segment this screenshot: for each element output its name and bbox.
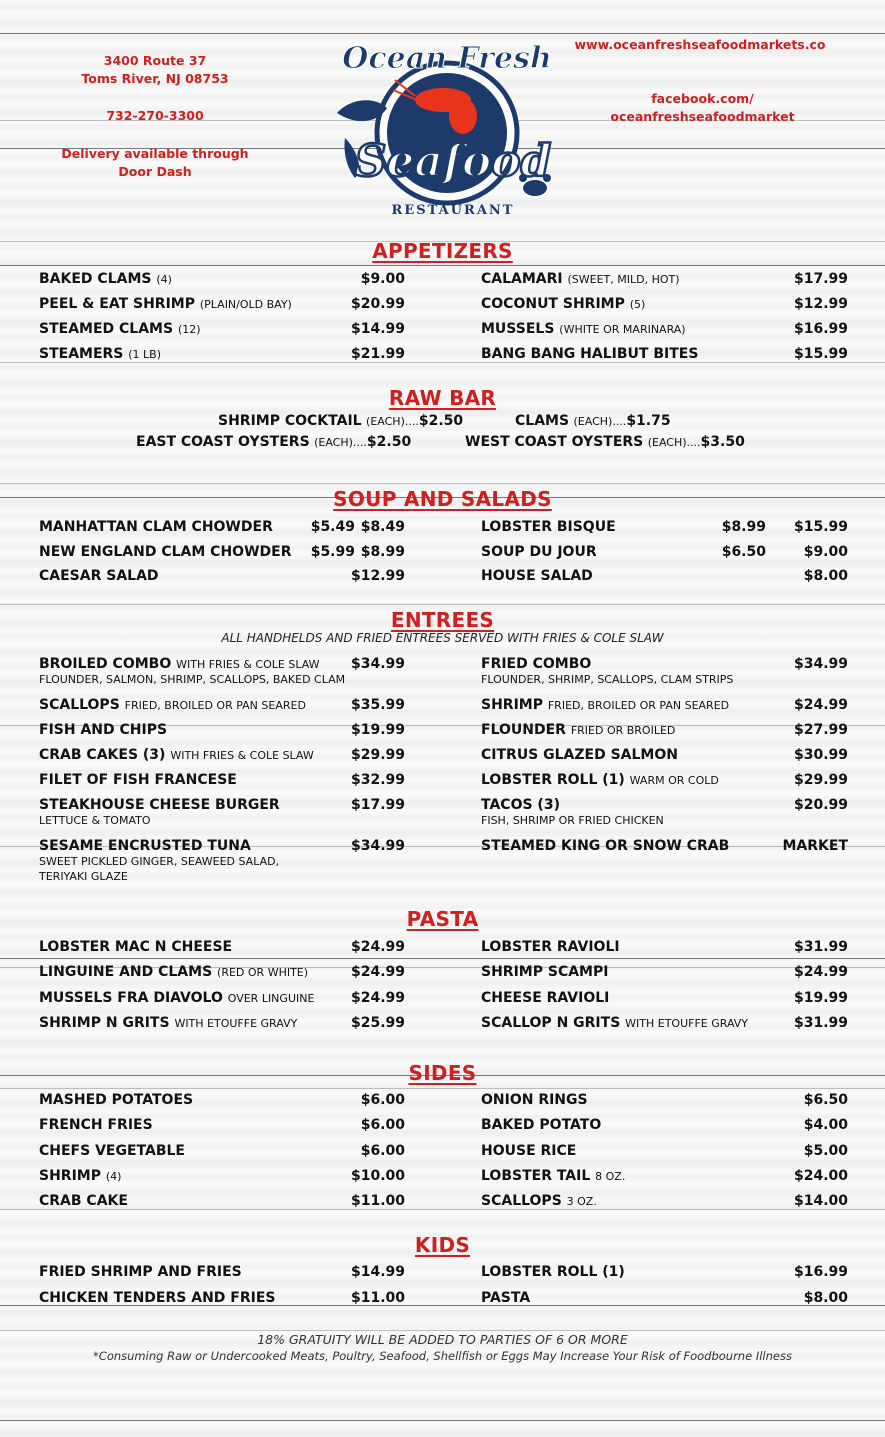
menu-item bbox=[481, 722, 848, 744]
item-name-text: PEEL & EAT SHRIMP bbox=[39, 296, 195, 312]
raw-item-note: (EACH).... bbox=[647, 436, 701, 449]
menu-item bbox=[481, 1143, 848, 1165]
item-price: $17.99 bbox=[350, 797, 405, 813]
item-name-text: CALAMARI bbox=[481, 271, 563, 287]
item-price: $24.99 bbox=[350, 964, 405, 980]
item-price: $31.99 bbox=[793, 939, 848, 955]
item-name bbox=[39, 1193, 128, 1209]
item-name-text: SHRIMP SCAMPI bbox=[481, 964, 609, 980]
menu-item bbox=[481, 1015, 848, 1037]
item-price: $27.99 bbox=[793, 722, 848, 738]
item-name-text: PASTA bbox=[481, 1290, 531, 1306]
item-description: FLOUNDER, SHRIMP, SCALLOPS, CLAM STRIPS bbox=[481, 673, 734, 686]
item-price: $29.99 bbox=[793, 772, 848, 788]
menu-item bbox=[39, 1092, 405, 1114]
item-name-text: NEW ENGLAND CLAM CHOWDER bbox=[39, 544, 292, 560]
menu-item bbox=[39, 1264, 405, 1286]
section-title-appetizers: APPETIZERS bbox=[372, 239, 513, 263]
item-price: $19.99 bbox=[350, 722, 405, 738]
delivery-line1: Delivery available through bbox=[61, 146, 249, 161]
raw-item-note: (EACH).... bbox=[314, 436, 367, 449]
menu-item bbox=[481, 964, 848, 986]
item-name bbox=[481, 990, 609, 1006]
item-name-text: STEAMED KING OR SNOW CRAB bbox=[481, 838, 730, 854]
item-name-text: SHRIMP bbox=[39, 1168, 101, 1184]
item-name-text: CRAB CAKES (3) bbox=[39, 747, 166, 763]
menu-item bbox=[481, 1264, 848, 1286]
item-name bbox=[39, 656, 320, 672]
item-name-text: SCALLOPS bbox=[481, 1193, 562, 1209]
item-price: $6.00 bbox=[360, 1143, 405, 1159]
item-price: $34.99 bbox=[350, 656, 405, 672]
menu-item bbox=[39, 271, 405, 293]
item-name bbox=[481, 1015, 748, 1031]
plank-line bbox=[0, 265, 885, 266]
item-note: (4) bbox=[105, 1170, 122, 1183]
item-name-text: FILET OF FISH FRANCESE bbox=[39, 772, 237, 788]
raw-item-name: WEST COAST OYSTERS bbox=[465, 434, 644, 450]
item-description: FISH, SHRIMP OR FRIED CHICKEN bbox=[481, 814, 664, 827]
item-name-text: LOBSTER RAVIOLI bbox=[481, 939, 620, 955]
item-name bbox=[39, 1168, 121, 1184]
gratuity-note: 18% GRATUITY WILL BE ADDED TO PARTIES OF 6 OR MORE bbox=[257, 1332, 628, 1347]
item-name-text: CITRUS GLAZED SALMON bbox=[481, 747, 678, 763]
item-price: $8.00 bbox=[803, 1290, 848, 1306]
item-price: $24.99 bbox=[350, 939, 405, 955]
menu-item bbox=[39, 939, 405, 961]
item-name bbox=[39, 964, 308, 980]
raw-item-price: $1.75 bbox=[626, 413, 671, 429]
item-price: $32.99 bbox=[350, 772, 405, 788]
item-name bbox=[481, 747, 678, 763]
item-name bbox=[481, 1168, 625, 1184]
menu-item bbox=[39, 747, 405, 769]
item-name bbox=[481, 797, 560, 813]
item-price-cup: $6.50 bbox=[721, 544, 766, 560]
item-name bbox=[481, 656, 591, 672]
menu-item bbox=[481, 1290, 848, 1312]
item-name bbox=[481, 519, 616, 535]
menu-item bbox=[481, 697, 848, 719]
menu-item bbox=[481, 772, 848, 794]
item-description: LETTUCE & TOMATO bbox=[39, 814, 151, 827]
item-price: $30.99 bbox=[793, 747, 848, 763]
menu-item bbox=[39, 964, 405, 986]
item-price: $11.00 bbox=[350, 1290, 405, 1306]
menu-item bbox=[39, 1290, 405, 1312]
item-note: WITH ETOUFFE GRAVY bbox=[174, 1017, 298, 1030]
menu-item bbox=[481, 1117, 848, 1139]
item-price: $6.00 bbox=[360, 1117, 405, 1133]
item-price: $15.99 bbox=[793, 346, 848, 362]
menu-item bbox=[39, 656, 405, 686]
item-name bbox=[481, 1193, 597, 1209]
menu-item bbox=[39, 519, 405, 541]
menu-item bbox=[481, 797, 848, 827]
item-name-text: HOUSE RICE bbox=[481, 1143, 577, 1159]
raw-bar-item bbox=[515, 413, 671, 429]
item-note: (4) bbox=[156, 273, 172, 286]
menu-item bbox=[481, 346, 848, 368]
item-price: $10.00 bbox=[350, 1168, 405, 1184]
restaurant-logo bbox=[325, 28, 565, 228]
website-link[interactable]: www.oceanfreshseafoodmarkets.co bbox=[574, 37, 826, 52]
item-note: (WHITE OR MARINARA) bbox=[559, 323, 686, 336]
item-name bbox=[481, 568, 593, 584]
address-line2: Toms River, NJ 08753 bbox=[81, 71, 229, 86]
item-price: $9.00 bbox=[360, 271, 405, 287]
menu-item bbox=[39, 544, 405, 566]
menu-item bbox=[481, 1193, 848, 1215]
menu-item bbox=[481, 296, 848, 318]
item-name bbox=[481, 346, 698, 362]
item-name-text: SCALLOPS bbox=[39, 697, 120, 713]
menu-item bbox=[481, 1168, 848, 1190]
section-title-pasta: PASTA bbox=[406, 907, 479, 931]
item-name bbox=[481, 296, 645, 312]
item-name bbox=[481, 1264, 625, 1280]
menu-item bbox=[39, 990, 405, 1012]
item-name bbox=[39, 747, 314, 763]
item-name bbox=[39, 544, 291, 560]
menu-item bbox=[481, 990, 848, 1012]
item-note: FRIED, BROILED OR PAN SEARED bbox=[547, 699, 730, 712]
item-price: $8.49 bbox=[360, 519, 405, 535]
item-note: (5) bbox=[629, 298, 646, 311]
item-price: $15.99 bbox=[793, 519, 848, 535]
item-name-text: COCONUT SHRIMP bbox=[481, 296, 625, 312]
item-name bbox=[39, 722, 167, 738]
item-name-text: ONION RINGS bbox=[481, 1092, 588, 1108]
item-name-text: LOBSTER ROLL (1) bbox=[481, 1264, 625, 1280]
item-price: $25.99 bbox=[350, 1015, 405, 1031]
item-name-text: BANG BANG HALIBUT BITES bbox=[481, 346, 699, 362]
item-price: $19.99 bbox=[793, 990, 848, 1006]
menu-item bbox=[39, 697, 405, 719]
raw-item-name: CLAMS bbox=[515, 413, 570, 429]
raw-item-price: $3.50 bbox=[700, 434, 745, 450]
item-note: (SWEET, MILD, HOT) bbox=[567, 273, 680, 286]
item-name-text: STEAMERS bbox=[39, 346, 124, 362]
menu-item bbox=[481, 939, 848, 961]
item-note: WITH FRIES & COLE SLAW bbox=[170, 749, 314, 762]
item-name bbox=[39, 271, 172, 287]
menu-item bbox=[39, 772, 405, 794]
item-name bbox=[481, 964, 608, 980]
item-name-text: BAKED CLAMS bbox=[39, 271, 152, 287]
logo-graphic bbox=[325, 28, 565, 228]
item-name-text: FRIED COMBO bbox=[481, 656, 592, 672]
item-name-text: LOBSTER TAIL bbox=[481, 1168, 591, 1184]
item-name bbox=[481, 838, 729, 854]
item-name bbox=[481, 697, 729, 713]
address-block bbox=[60, 52, 250, 88]
item-note: WITH ETOUFFE GRAVY bbox=[625, 1017, 749, 1030]
item-name-text: MUSSELS bbox=[481, 321, 555, 337]
item-price: $4.00 bbox=[803, 1117, 848, 1133]
item-description: FLOUNDER, SALMON, SHRIMP, SCALLOPS, BAKED CLAM bbox=[39, 673, 346, 686]
delivery-note bbox=[40, 145, 270, 181]
raw-item-note: (EACH).... bbox=[573, 415, 627, 428]
item-price: $12.99 bbox=[350, 568, 405, 584]
facebook-line2: oceanfreshseafoodmarket bbox=[610, 109, 795, 124]
menu-item bbox=[481, 568, 848, 590]
item-price: $14.99 bbox=[350, 321, 405, 337]
item-price: $24.99 bbox=[793, 964, 848, 980]
item-note: (PLAIN/OLD BAY) bbox=[199, 298, 292, 311]
item-name-text: TACOS (3) bbox=[481, 797, 560, 813]
item-name-text: CHEFS VEGETABLE bbox=[39, 1143, 185, 1159]
item-name bbox=[481, 1290, 530, 1306]
item-name bbox=[39, 1264, 242, 1280]
item-name bbox=[481, 321, 686, 337]
menu-item bbox=[481, 1092, 848, 1114]
item-name bbox=[481, 722, 675, 738]
item-price: $29.99 bbox=[350, 747, 405, 763]
item-note: FRIED OR BROILED bbox=[570, 724, 676, 737]
item-name bbox=[39, 838, 251, 854]
item-price: $14.99 bbox=[350, 1264, 405, 1280]
menu-item bbox=[481, 321, 848, 343]
item-name bbox=[39, 1143, 185, 1159]
menu-item bbox=[39, 1143, 405, 1165]
item-name bbox=[481, 939, 620, 955]
item-name-text: SESAME ENCRUSTED TUNA bbox=[39, 838, 251, 854]
item-price-cup: $8.99 bbox=[721, 519, 766, 535]
item-price: $5.00 bbox=[803, 1143, 848, 1159]
menu-item bbox=[481, 519, 848, 541]
item-price-cup: $5.99 bbox=[310, 544, 355, 560]
item-price: $6.00 bbox=[360, 1092, 405, 1108]
raw-item-name: EAST COAST OYSTERS bbox=[136, 434, 310, 450]
item-note: (1 LB) bbox=[128, 348, 162, 361]
item-name bbox=[39, 346, 161, 362]
item-name bbox=[39, 1117, 153, 1133]
menu-item bbox=[481, 838, 848, 860]
item-price: $16.99 bbox=[793, 1264, 848, 1280]
item-note: WARM OR COLD bbox=[629, 774, 719, 787]
item-name-text: FLOUNDER bbox=[481, 722, 566, 738]
item-name-text: LINGUINE AND CLAMS bbox=[39, 964, 213, 980]
facebook-link[interactable] bbox=[570, 90, 835, 126]
item-note: WITH FRIES & COLE SLAW bbox=[176, 658, 320, 671]
item-price: $8.99 bbox=[360, 544, 405, 560]
item-name-text: CHICKEN TENDERS AND FRIES bbox=[39, 1290, 276, 1306]
item-price: MARKET bbox=[782, 838, 848, 854]
item-price: $24.00 bbox=[793, 1168, 848, 1184]
delivery-line2: Door Dash bbox=[118, 164, 192, 179]
item-name-text: MUSSELS FRA DIAVOLO bbox=[39, 990, 223, 1006]
raw-bar-item bbox=[136, 434, 411, 450]
section-title-kids: KIDS bbox=[414, 1233, 471, 1257]
item-note: (12) bbox=[177, 323, 201, 336]
item-price: $16.99 bbox=[793, 321, 848, 337]
item-price: $31.99 bbox=[793, 1015, 848, 1031]
item-price-cup: $5.49 bbox=[310, 519, 355, 535]
item-name-text: STEAMED CLAMS bbox=[39, 321, 174, 337]
menu-item bbox=[39, 568, 405, 590]
item-name-text: CAESAR SALAD bbox=[39, 568, 159, 584]
menu-item bbox=[39, 1168, 405, 1190]
item-name-text: FRIED SHRIMP AND FRIES bbox=[39, 1264, 242, 1280]
item-note: (RED OR WHITE) bbox=[217, 966, 309, 979]
raw-item-price: $2.50 bbox=[366, 434, 412, 450]
raw-item-name: SHRIMP COCKTAIL bbox=[218, 413, 362, 429]
item-name-text: SHRIMP N GRITS bbox=[39, 1015, 170, 1031]
address-line1: 3400 Route 37 bbox=[103, 53, 207, 68]
item-price: $35.99 bbox=[350, 697, 405, 713]
item-name-text: HOUSE SALAD bbox=[481, 568, 593, 584]
item-name bbox=[481, 271, 680, 287]
item-name bbox=[39, 697, 306, 713]
item-price: $34.99 bbox=[793, 656, 848, 672]
item-name bbox=[39, 939, 232, 955]
logo-text-bottom: RESTAURANT bbox=[391, 203, 515, 218]
menu-item bbox=[481, 271, 848, 293]
item-name bbox=[39, 1290, 275, 1306]
plank-line bbox=[0, 1420, 885, 1421]
item-price: $12.99 bbox=[793, 296, 848, 312]
item-name bbox=[481, 1117, 601, 1133]
item-name bbox=[481, 1143, 576, 1159]
item-name-text: SHRIMP bbox=[481, 697, 543, 713]
item-name bbox=[39, 1092, 193, 1108]
item-name bbox=[481, 544, 597, 560]
item-name-text: LOBSTER ROLL (1) bbox=[481, 772, 625, 788]
entrees-subtitle: ALL HANDHELDS AND FRIED ENTREES SERVED WITH FRIES & COLE SLAW bbox=[221, 631, 664, 645]
facebook-line1: facebook.com/ bbox=[651, 91, 754, 106]
item-name bbox=[39, 797, 280, 813]
menu-item bbox=[39, 346, 405, 368]
item-note: FRIED, BROILED OR PAN SEARED bbox=[124, 699, 306, 712]
item-price: $9.00 bbox=[803, 544, 848, 560]
item-price: $20.99 bbox=[793, 797, 848, 813]
logo-text-main: Seafood bbox=[354, 136, 552, 187]
item-price: $24.99 bbox=[793, 697, 848, 713]
item-price: $14.00 bbox=[793, 1193, 848, 1209]
item-name-text: LOBSTER BISQUE bbox=[481, 519, 616, 535]
item-name-text: CHEESE RAVIOLI bbox=[481, 990, 610, 1006]
section-title-soups: SOUP AND SALADS bbox=[333, 487, 552, 511]
item-name bbox=[39, 296, 292, 312]
item-name-text: BAKED POTATO bbox=[481, 1117, 602, 1133]
item-name bbox=[39, 772, 237, 788]
section-title-sides: SIDES bbox=[408, 1061, 477, 1085]
item-price: $20.99 bbox=[350, 296, 405, 312]
item-name-text: FRENCH FRIES bbox=[39, 1117, 153, 1133]
menu-item bbox=[39, 1117, 405, 1139]
item-name bbox=[39, 990, 314, 1006]
menu-item bbox=[39, 1193, 405, 1215]
item-price: $8.00 bbox=[803, 568, 848, 584]
menu-item bbox=[481, 656, 848, 686]
item-price: $6.50 bbox=[803, 1092, 848, 1108]
raw-item-note: (EACH).... bbox=[366, 415, 419, 428]
item-name-text: SOUP DU JOUR bbox=[481, 544, 597, 560]
item-price: $34.99 bbox=[350, 838, 405, 854]
item-note: OVER LINGUINE bbox=[227, 992, 315, 1005]
item-price: $21.99 bbox=[350, 346, 405, 362]
logo-text-top: Ocean Fresh bbox=[342, 41, 552, 76]
raw-bar-item bbox=[218, 413, 463, 429]
item-note: 8 OZ. bbox=[595, 1170, 626, 1183]
menu-item bbox=[39, 296, 405, 318]
item-name-text: FISH AND CHIPS bbox=[39, 722, 168, 738]
item-name-text: MASHED POTATOES bbox=[39, 1092, 194, 1108]
item-note: 3 OZ. bbox=[566, 1195, 597, 1208]
item-name-text: BROILED COMBO bbox=[39, 656, 172, 672]
item-price: $11.00 bbox=[350, 1193, 405, 1209]
section-title-raw-bar: RAW BAR bbox=[388, 386, 497, 410]
menu-item bbox=[481, 747, 848, 769]
item-name bbox=[481, 1092, 588, 1108]
item-price: $17.99 bbox=[793, 271, 848, 287]
menu-item bbox=[39, 321, 405, 343]
health-warning: *Consuming Raw or Undercooked Meats, Poultry, Seafood, Shellfish or Eggs May Increase Your Risk of Foodbourne Illness bbox=[93, 1349, 792, 1363]
item-name-text: SCALLOP N GRITS bbox=[481, 1015, 621, 1031]
item-description: SWEET PICKLED GINGER, SEAWEED SALAD, bbox=[39, 855, 280, 868]
menu-item bbox=[39, 722, 405, 744]
item-price: $24.99 bbox=[350, 990, 405, 1006]
menu-item bbox=[481, 544, 848, 566]
raw-item-price: $2.50 bbox=[418, 413, 464, 429]
item-name bbox=[481, 772, 719, 788]
item-name bbox=[39, 519, 273, 535]
phone-number[interactable]: 732-270-3300 bbox=[106, 108, 204, 123]
item-name-text: CRAB CAKE bbox=[39, 1193, 128, 1209]
section-title-entrees: ENTREES bbox=[390, 608, 495, 632]
item-description: TERIYAKI GLAZE bbox=[39, 870, 128, 883]
menu-item bbox=[39, 797, 405, 827]
item-name-text: MANHATTAN CLAM CHOWDER bbox=[39, 519, 273, 535]
item-name-text: LOBSTER MAC N CHEESE bbox=[39, 939, 233, 955]
menu-item bbox=[39, 838, 405, 883]
item-name-text: STEAKHOUSE CHEESE BURGER bbox=[39, 797, 280, 813]
item-name bbox=[39, 321, 201, 337]
raw-bar-item bbox=[465, 434, 745, 450]
menu-item bbox=[39, 1015, 405, 1037]
item-name bbox=[39, 568, 159, 584]
item-name bbox=[39, 1015, 297, 1031]
